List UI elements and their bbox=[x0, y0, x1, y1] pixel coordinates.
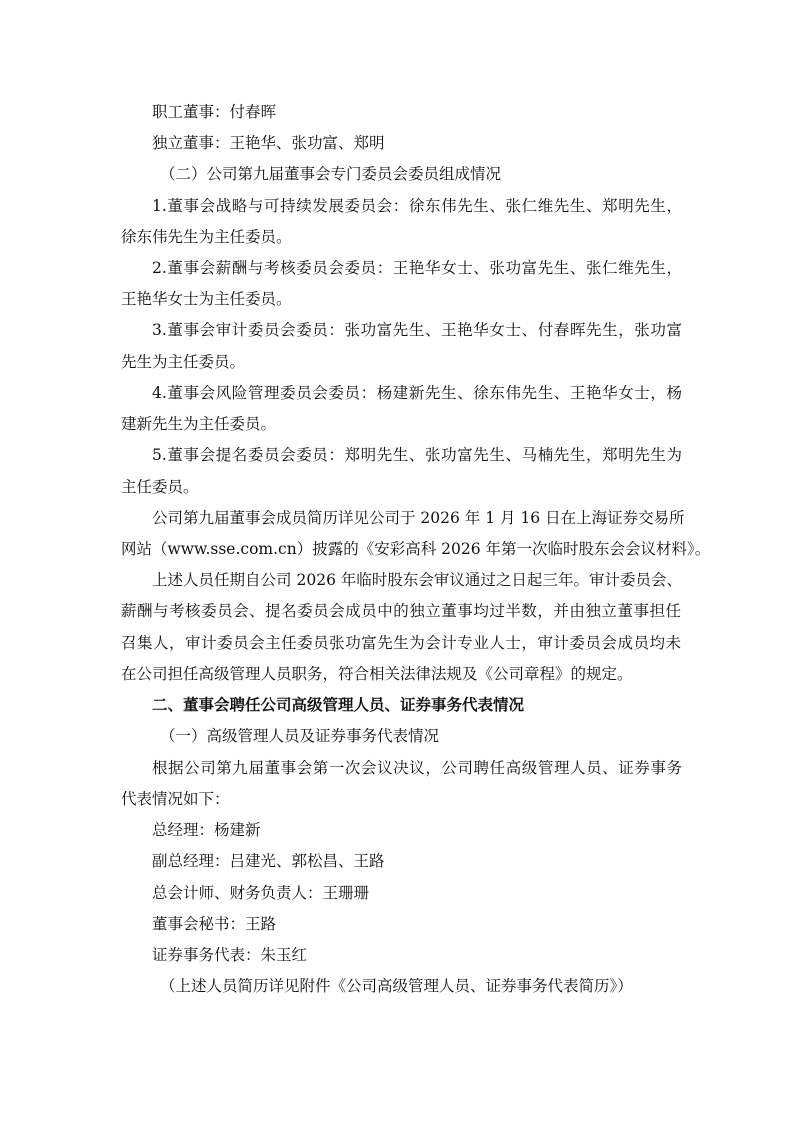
paragraph-resume-reference: 公司第九届董事会成员简历详见公司于 2026 年 1 月 16 日在上海证券交易所 bbox=[152, 509, 685, 527]
paragraph-strategy-committee: 1.董事会战略与可持续发展委员会：徐东伟先生、张仁维先生、郑明先生， bbox=[152, 197, 682, 215]
paragraph-nomination-committee-cont: 主任委员。 bbox=[121, 478, 199, 496]
paragraph-term: 上述人员任期自公司 2026 年临时股东会审议通过之日起三年。审计委员会、 bbox=[152, 571, 682, 589]
paragraph-audit-committee: 3.董事会审计委员会委员：张功富先生、王艳华女士、付春晖先生，张功富 bbox=[152, 321, 682, 339]
paragraph-risk-committee: 4.董事会风险管理委员会委员：杨建新先生、徐东伟先生、王艳华女士，杨 bbox=[152, 384, 682, 402]
paragraph-strategy-committee-cont: 徐东伟先生为主任委员。 bbox=[121, 228, 292, 246]
employee-director-line: 职工董事：付春晖 bbox=[152, 103, 277, 121]
paragraph-compensation-committee-cont: 王艳华女士为主任委员。 bbox=[121, 290, 292, 308]
section-heading-committees: （二）公司第九届董事会专门委员会委员组成情况 bbox=[160, 165, 502, 183]
paragraph-term-line-3: 召集人，审计委员会主任委员张功富先生为会计专业人士，审计委员会成员均未 bbox=[121, 634, 681, 652]
resume-note-line: （上述人员简历详见附件《公司高级管理人员、证券事务代表简历》） bbox=[160, 977, 633, 995]
paragraph-appointment: 根据公司第九届董事会第一次会议决议，公司聘任高级管理人员、证券事务 bbox=[152, 759, 682, 777]
paragraph-term-line-4: 在公司担任高级管理人员职务，符合相关法律法规及《公司章程》的规定。 bbox=[121, 665, 633, 683]
board-secretary-line: 董事会秘书：王路 bbox=[152, 915, 277, 933]
general-manager-line: 总经理：杨建新 bbox=[152, 821, 261, 839]
paragraph-nomination-committee: 5.董事会提名委员会委员：郑明先生、张功富先生、马楠先生，郑明先生为 bbox=[152, 446, 682, 464]
paragraph-resume-reference-cont: 网站（www.sse.com.cn）披露的《安彩高科 2026 年第一次临时股东会会议材料》。 bbox=[121, 540, 711, 558]
paragraph-audit-committee-cont: 先生为主任委员。 bbox=[121, 353, 246, 371]
paragraph-term-line-2: 薪酬与考核委员会、提名委员会成员中的独立董事均过半数，并由独立董事担任 bbox=[121, 602, 681, 620]
paragraph-risk-committee-cont: 建新先生为主任委员。 bbox=[121, 415, 277, 433]
paragraph-compensation-committee: 2.董事会薪酬与考核委员会委员：王艳华女士、张功富先生、张仁维先生， bbox=[152, 259, 682, 277]
securities-representative-line: 证券事务代表：朱玉红 bbox=[152, 946, 308, 964]
subsection-heading-senior-management: （一）高级管理人员及证券事务代表情况 bbox=[160, 727, 440, 745]
deputy-general-managers-line: 副总经理：吕建光、郭松昌、王路 bbox=[152, 852, 385, 870]
independent-directors-line: 独立董事：王艳华、张功富、郑明 bbox=[152, 134, 385, 152]
paragraph-appointment-cont: 代表情况如下： bbox=[121, 790, 230, 808]
section-heading-senior-management: 二、董事会聘任公司高级管理人员、证券事务代表情况 bbox=[152, 695, 525, 714]
chief-accountant-line: 总会计师、财务负责人：王珊珊 bbox=[152, 884, 370, 902]
